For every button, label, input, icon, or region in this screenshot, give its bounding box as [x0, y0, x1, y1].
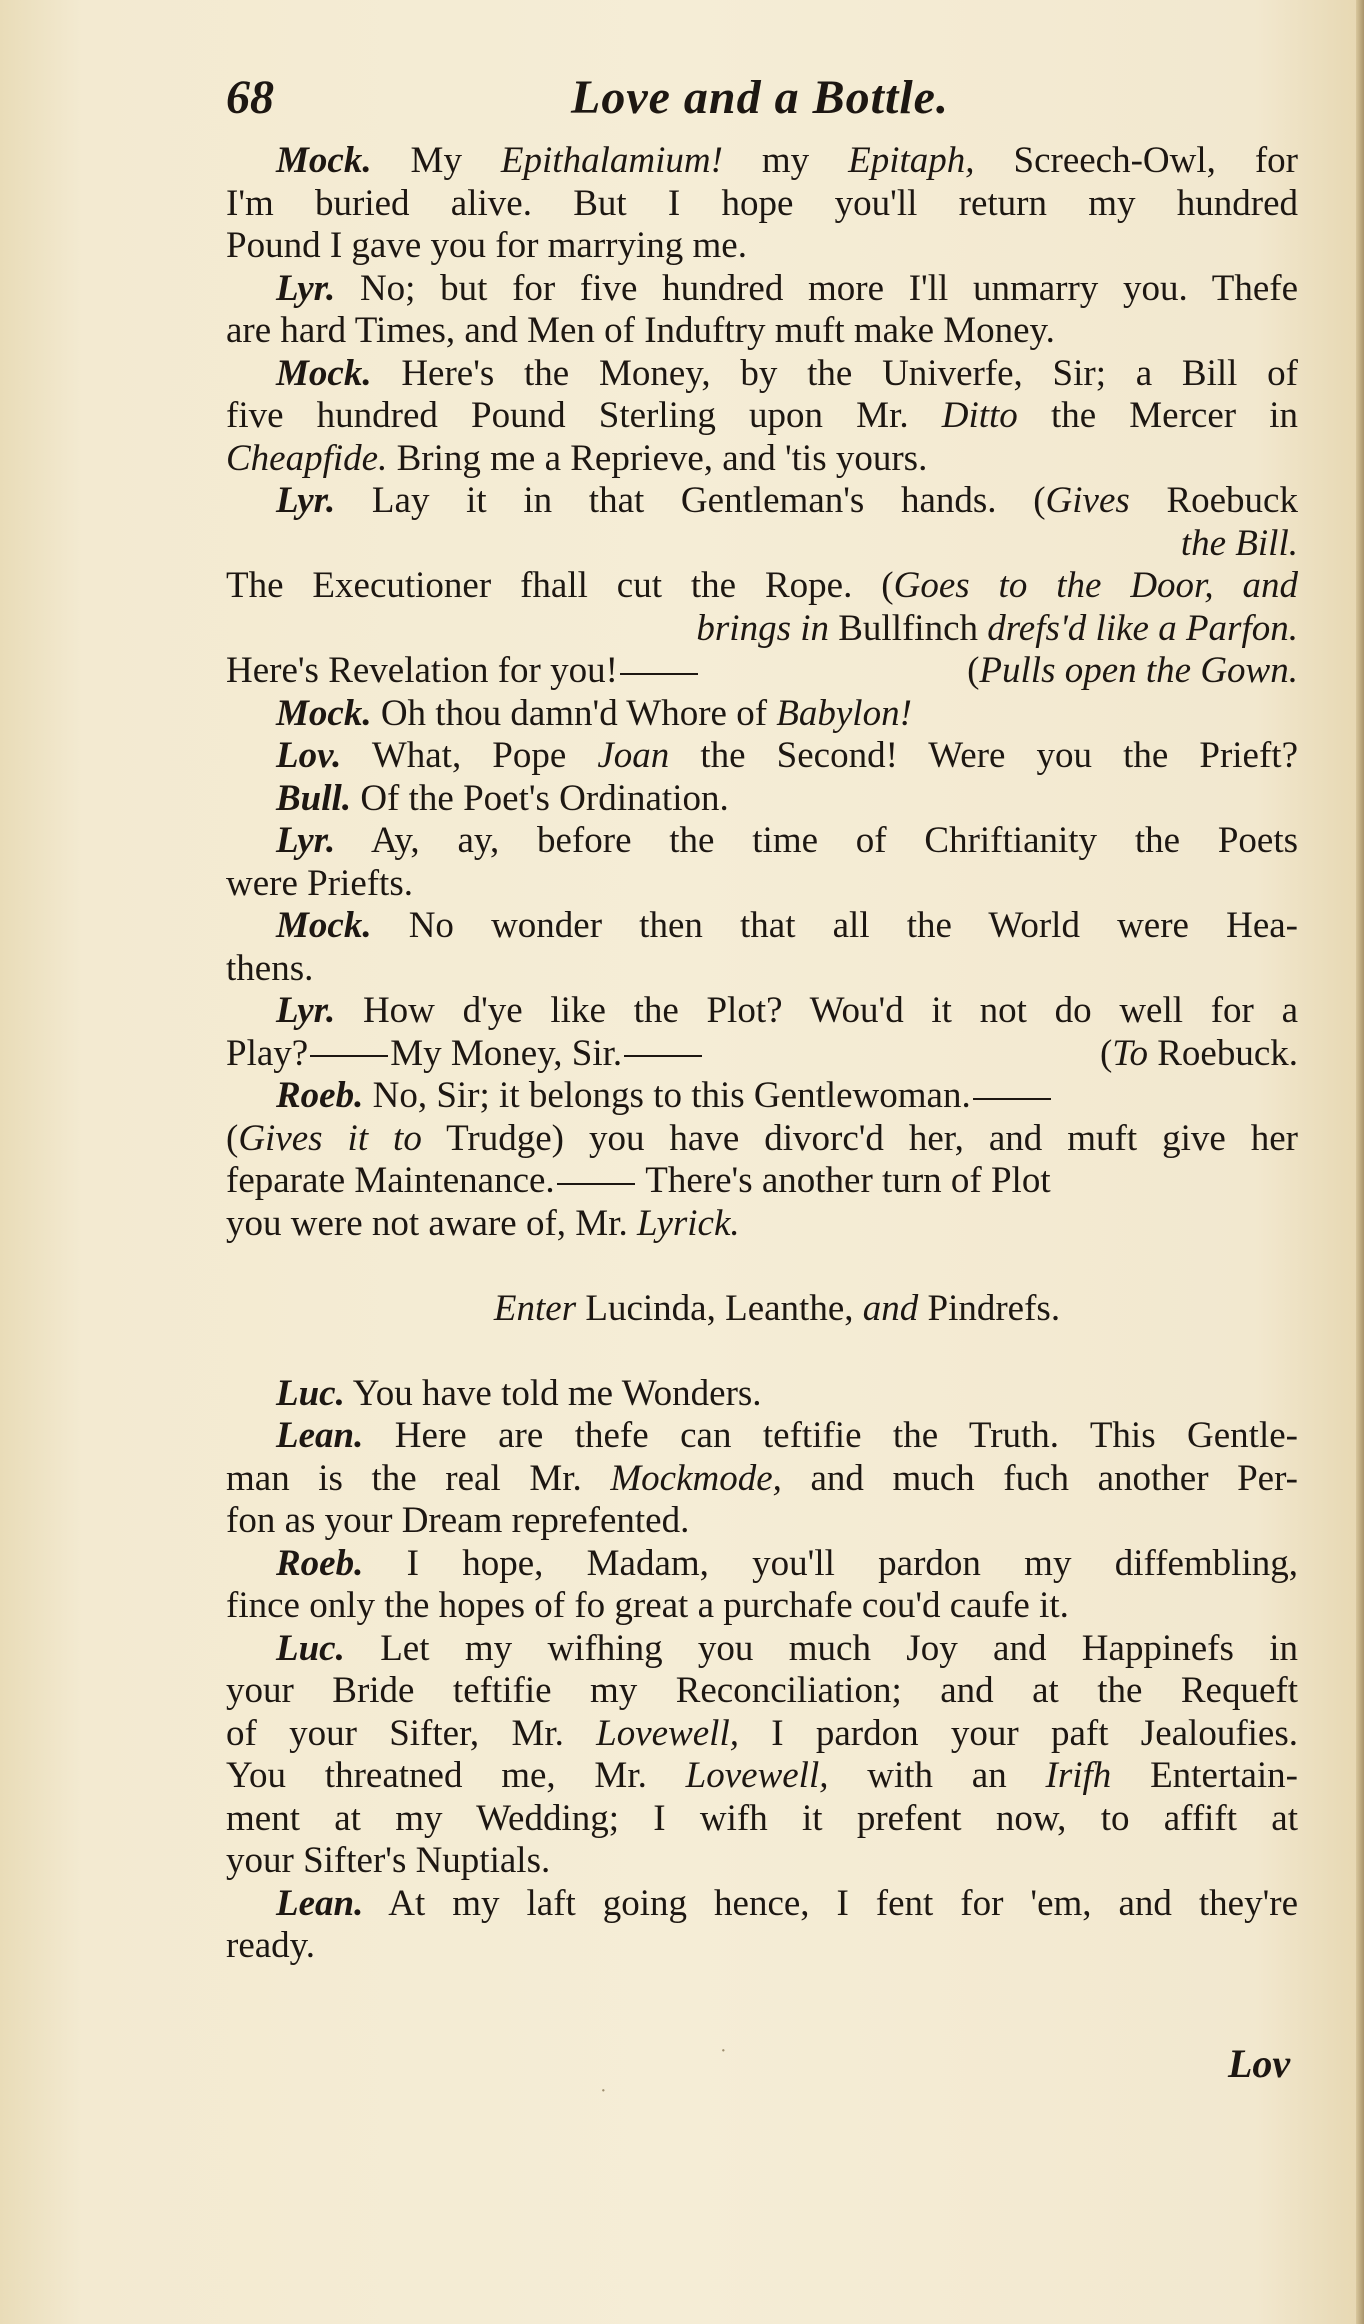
text-line: You threatned me, Mr. Lovewell, with an Irifh Entertain-	[226, 1755, 1298, 1796]
text-line: were Priefts.	[226, 862, 413, 904]
text-line: Mock. Oh thou damn'd Whore of Babylon!	[276, 692, 912, 734]
text-line: Roeb. No, Sir; it belongs to this Gentlewoman.	[226, 1075, 1298, 1118]
catchword: Lov	[1228, 2041, 1291, 2086]
em-rule	[973, 1098, 1051, 1100]
text-line: of your Sifter, Mr. Lovewell, I pardon your paft Jealoufies.	[226, 1712, 1298, 1754]
text-line: your Bride teftifie my Reconciliation; and at the Requeft	[226, 1670, 1298, 1711]
text-line: I'm buried alive. But I hope you'll return my hundred	[226, 182, 1298, 224]
text-line: Mock. No wonder then that all the World were Hea-	[276, 905, 1298, 946]
text-line: Luc. You have told me Wonders.	[276, 1372, 762, 1414]
text-line: Lean. At my laft going hence, I fent for 'em, and they're	[276, 1882, 1298, 1924]
text-line: (Gives it to Trudge) you have divorc'd her, and muft give her	[226, 1117, 1298, 1159]
text-line: ready.	[226, 1925, 316, 1966]
text-line: Lyr. How d'ye like the Plot? Wou'd it not do well for a	[276, 990, 1298, 1031]
text-line: Pound I gave you for marrying me.	[226, 225, 747, 266]
page-number: 68	[226, 71, 274, 124]
text-line: Lyr. Ay, ay, before the time of Chriftianity the Poets	[276, 820, 1298, 861]
text-line: are hard Times, and Men of Induftry muft make Money.	[226, 310, 1055, 351]
text-line: Lov. What, Pope Joan the Second! Were you the Prieft?	[276, 735, 1298, 776]
text-line: Cheapfide. Bring me a Reprieve, and 'tis yours.	[226, 437, 928, 479]
em-rule	[620, 673, 698, 675]
text-line: ment at my Wedding; I wifh it prefent now, to affift at	[226, 1797, 1298, 1839]
text-line: Mock. My Epithalamium! my Epitaph, Screech-Owl, for	[276, 140, 1299, 181]
text-line: man is the real Mr. Mockmode, and much fuch another Per-	[226, 1457, 1298, 1499]
running-title: Love and a Bottle.	[571, 71, 949, 124]
text-line: Play? My Money, Sir. (To Roebuck.	[226, 1032, 1298, 1074]
stage-entrance: Enter Lucinda, Leanthe, and Pindrefs.	[493, 1287, 1061, 1329]
page-header	[226, 70, 1176, 140]
text-line: Roeb. I hope, Madam, you'll pardon my diffembling,	[276, 1542, 1298, 1584]
ink-speck: ·	[720, 2040, 727, 2062]
text-line: Mock. Here's the Money, by the Univerfe, Sir; a Bill of	[276, 352, 1298, 394]
text-line: The Executioner fhall cut the Rope. (Goes to the Door, and	[226, 565, 1299, 606]
text-line: Lean. Here are thefe can teftifie the Truth. This Gentle-	[276, 1415, 1298, 1456]
em-rule	[624, 1055, 702, 1057]
ink-speck: ·	[600, 2080, 607, 2102]
em-rule	[310, 1055, 388, 1057]
text-line: fince only the hopes of fo great a purchafe cou'd caufe it.	[226, 1585, 1069, 1626]
text-line: your Sifter's Nuptials.	[226, 1840, 551, 1881]
play-text	[226, 140, 1298, 1968]
text-line: Here's Revelation for you! (Pulls open the Gown.	[226, 650, 1298, 691]
text-line: Lyr. No; but for five hundred more I'll unmarry you. Thefe	[276, 267, 1298, 309]
text-line: Bull. Of the Poet's Ordination.	[276, 777, 729, 819]
text-line: Luc. Let my wifhing you much Joy and Happinefs in	[276, 1627, 1298, 1669]
em-rule	[557, 1183, 635, 1185]
text-line: Lyr. Lay it in that Gentleman's hands. (Gives Roebuck	[276, 480, 1298, 521]
text-line: thens.	[226, 947, 314, 989]
stage-direction: brings in Bullfinch drefs'd like a Parfon.	[696, 607, 1298, 649]
text-line: you were not aware of, Mr. Lyrick.	[226, 1202, 740, 1244]
stage-direction: the Bill.	[1180, 522, 1298, 564]
text-line: feparate Maintenance. There's another turn of Plot	[226, 1160, 1051, 1201]
page-edge	[1356, 0, 1364, 2324]
text-line: five hundred Pound Sterling upon Mr. Ditto the Mercer in	[226, 395, 1299, 436]
text-line: fon as your Dream reprefented.	[226, 1500, 690, 1541]
